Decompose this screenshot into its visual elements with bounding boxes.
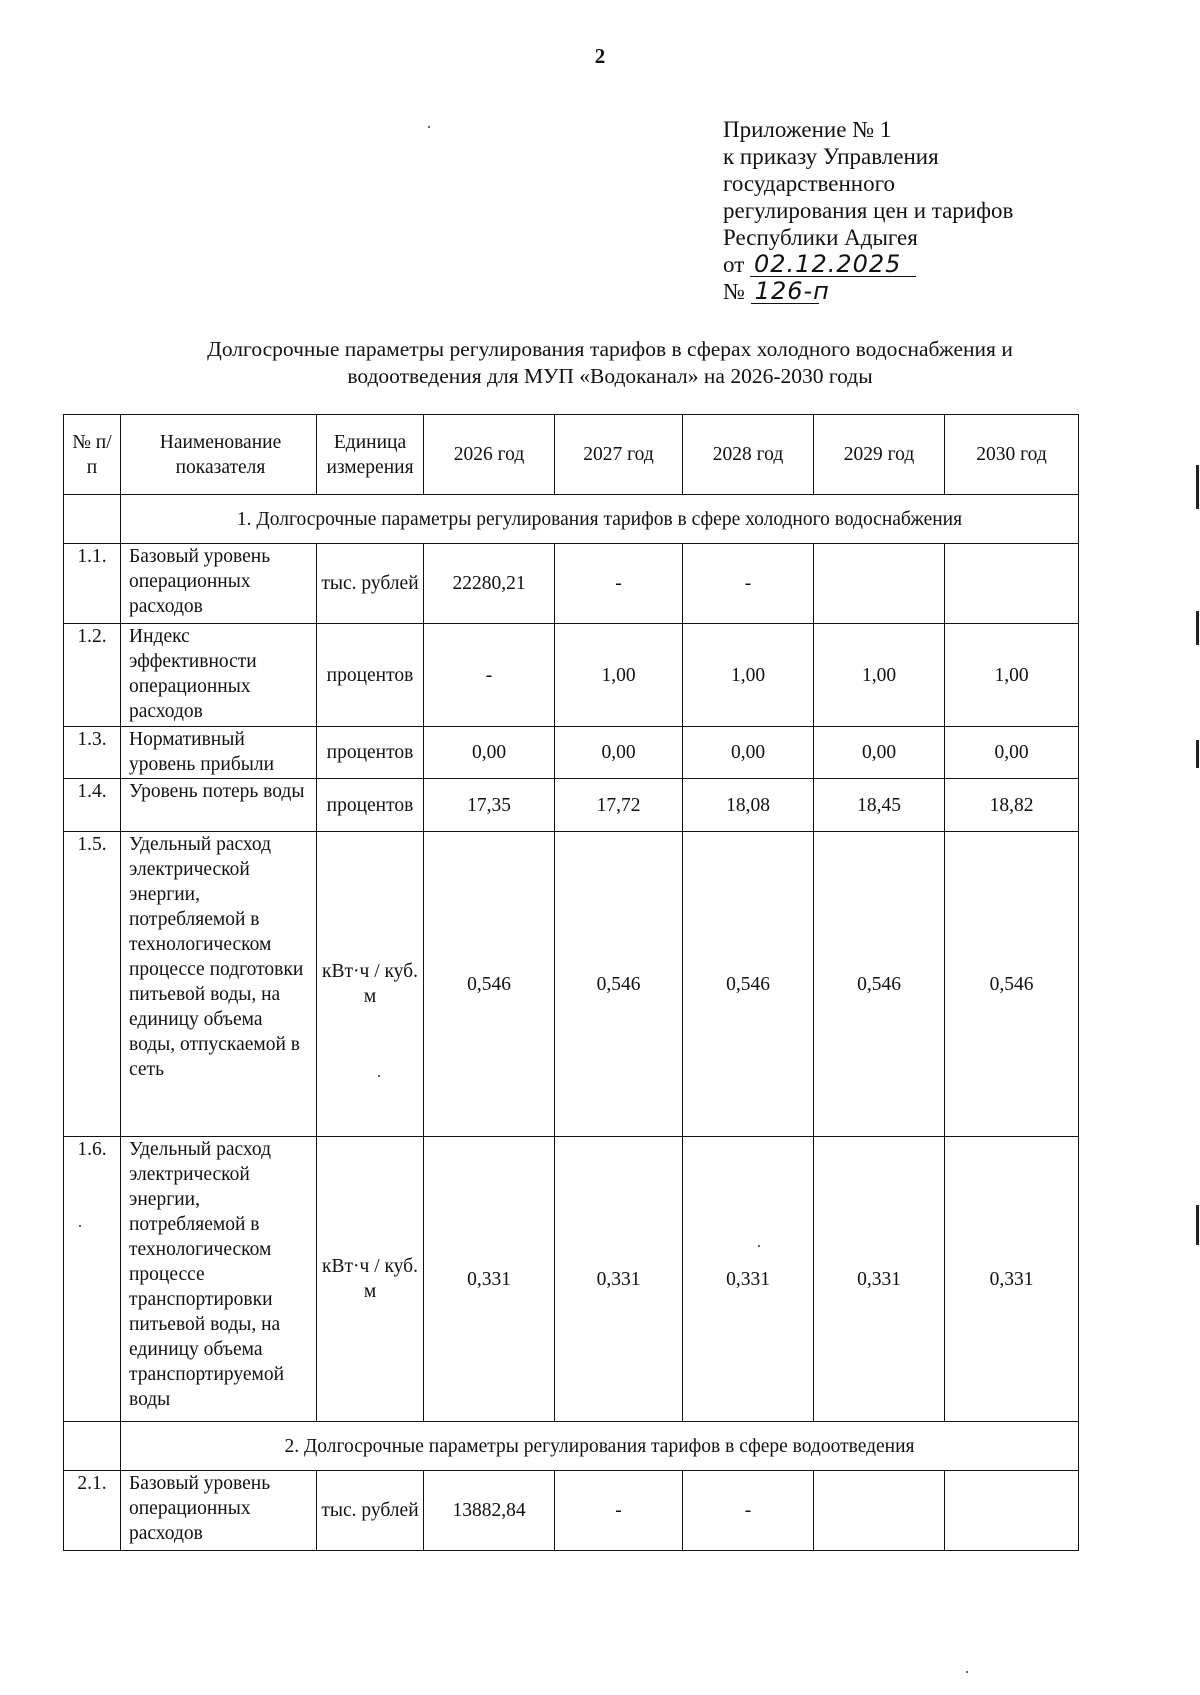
table-row bbox=[64, 1137, 1079, 1422]
row-value: 22280,21 bbox=[424, 544, 555, 624]
row-value: 0,331 bbox=[814, 1137, 945, 1422]
row-value bbox=[814, 1471, 945, 1551]
row-name: Удельный расход электрической энергии, потребляемой в технологическом процессе подготовки питьевой воды, на единицу объема воды, отпускаемой в сеть bbox=[121, 832, 317, 1137]
row-value bbox=[814, 544, 945, 624]
section-num-cell bbox=[64, 495, 121, 544]
row-value: 0,546 bbox=[945, 832, 1079, 1137]
appendix-line: государственного bbox=[723, 171, 895, 196]
parameters-table bbox=[63, 414, 1079, 1551]
row-num: 1.3. bbox=[64, 727, 121, 779]
section-num-cell bbox=[64, 1422, 121, 1471]
table-row bbox=[64, 624, 1079, 727]
appendix-number-line bbox=[723, 278, 1013, 305]
table-row bbox=[64, 779, 1079, 832]
row-unit: процентов bbox=[317, 727, 424, 779]
section-title: 2. Долгосрочные параметры регулирования тарифов в сфере водоотведения bbox=[121, 1422, 1079, 1471]
row-value: - bbox=[683, 1471, 814, 1551]
row-unit: кВт·ч / куб. м bbox=[317, 832, 424, 1137]
title-line-1: Долгосрочные параметры регулирования тарифов в сферах холодного водоснабжения и bbox=[207, 337, 1013, 361]
header-unit: Единица измерения bbox=[317, 415, 424, 495]
row-value: 1,00 bbox=[945, 624, 1079, 727]
handwritten-number: 126-п bbox=[751, 279, 819, 304]
title-line-2: водоотведения для МУП «Водоканал» на 2026-2030 годы bbox=[347, 364, 873, 388]
row-value: 0,546 bbox=[424, 832, 555, 1137]
row-value: - bbox=[424, 624, 555, 727]
table-row bbox=[64, 1471, 1079, 1551]
appendix-line: регулирования цен и тарифов bbox=[723, 198, 1014, 223]
table-row bbox=[64, 544, 1079, 624]
row-value: 18,82 bbox=[945, 779, 1079, 832]
row-value: 0,546 bbox=[555, 832, 683, 1137]
scan-edge-mark bbox=[1196, 1205, 1199, 1245]
row-value: 0,331 bbox=[945, 1137, 1079, 1422]
appendix-block bbox=[723, 116, 1013, 305]
row-value: 13882,84 bbox=[424, 1471, 555, 1551]
row-num: 1.6. bbox=[64, 1137, 121, 1422]
row-name: Нормативный уровень прибыли bbox=[121, 727, 317, 779]
date-prefix: от bbox=[723, 252, 745, 277]
row-num: 1.1. bbox=[64, 544, 121, 624]
row-value: 17,35 bbox=[424, 779, 555, 832]
scan-edge-mark bbox=[1196, 611, 1199, 645]
scan-edge-mark bbox=[1196, 465, 1199, 509]
scan-edge-mark bbox=[1196, 740, 1199, 768]
header-year: 2029 год bbox=[814, 415, 945, 495]
row-value: 18,08 bbox=[683, 779, 814, 832]
row-num: 1.2. bbox=[64, 624, 121, 727]
row-value: 0,00 bbox=[555, 727, 683, 779]
header-num: № п/п bbox=[64, 415, 121, 495]
row-unit: тыс. рублей bbox=[317, 544, 424, 624]
header-name: Наименование показателя bbox=[121, 415, 317, 495]
header-year: 2030 год bbox=[945, 415, 1079, 495]
row-name: Удельный расход электрической энергии, потребляемой в технологическом процессе транспортировки питьевой воды, на единицу объема транспортируемой воды bbox=[121, 1137, 317, 1422]
row-value bbox=[945, 544, 1079, 624]
row-unit: кВт·ч / куб. м bbox=[317, 1137, 424, 1422]
appendix-line: Приложение № 1 bbox=[723, 117, 892, 142]
row-name: Базовый уровень операционных расходов bbox=[121, 1471, 317, 1551]
table-row bbox=[64, 727, 1079, 779]
row-value: 0,00 bbox=[814, 727, 945, 779]
row-value: 1,00 bbox=[555, 624, 683, 727]
row-num: 2.1. bbox=[64, 1471, 121, 1551]
row-value: - bbox=[555, 1471, 683, 1551]
row-value: - bbox=[683, 544, 814, 624]
row-num: 1.4. bbox=[64, 779, 121, 832]
row-value: 0,546 bbox=[683, 832, 814, 1137]
header-year: 2027 год bbox=[555, 415, 683, 495]
section-row bbox=[64, 495, 1079, 544]
document-title bbox=[110, 336, 1110, 390]
row-unit: тыс. рублей bbox=[317, 1471, 424, 1551]
row-value: 0,331 bbox=[555, 1137, 683, 1422]
row-value: 0,00 bbox=[683, 727, 814, 779]
row-name: Индекс эффективности операционных расходов bbox=[121, 624, 317, 727]
scan-speck bbox=[966, 1671, 968, 1673]
table-row bbox=[64, 832, 1079, 1137]
row-unit: процентов bbox=[317, 624, 424, 727]
row-value: 0,00 bbox=[945, 727, 1079, 779]
row-value: 0,331 bbox=[424, 1137, 555, 1422]
row-value bbox=[945, 1471, 1079, 1551]
header-row bbox=[64, 415, 1079, 495]
row-unit: процентов bbox=[317, 779, 424, 832]
row-value: 18,45 bbox=[814, 779, 945, 832]
row-value: - bbox=[555, 544, 683, 624]
scan-speck bbox=[428, 126, 430, 128]
row-value: 1,00 bbox=[683, 624, 814, 727]
appendix-date-line bbox=[723, 251, 1013, 278]
row-value: 0,00 bbox=[424, 727, 555, 779]
row-value: 1,00 bbox=[814, 624, 945, 727]
row-name: Уровень потерь воды bbox=[121, 779, 317, 832]
page-number: 2 bbox=[594, 44, 606, 68]
number-prefix: № bbox=[723, 279, 745, 304]
appendix-line: к приказу Управления bbox=[723, 144, 939, 169]
header-year: 2026 год bbox=[424, 415, 555, 495]
appendix-line: Республики Адыгея bbox=[723, 225, 918, 250]
row-value: 0,546 bbox=[814, 832, 945, 1137]
handwritten-date: 02.12.2025 bbox=[750, 252, 916, 277]
row-name: Базовый уровень операционных расходов bbox=[121, 544, 317, 624]
section-title: 1. Долгосрочные параметры регулирования тарифов в сфере холодного водоснабжения bbox=[121, 495, 1079, 544]
header-year: 2028 год bbox=[683, 415, 814, 495]
section-row bbox=[64, 1422, 1079, 1471]
row-value: 17,72 bbox=[555, 779, 683, 832]
row-value: 0,331 bbox=[683, 1137, 814, 1422]
row-num: 1.5. bbox=[64, 832, 121, 1137]
